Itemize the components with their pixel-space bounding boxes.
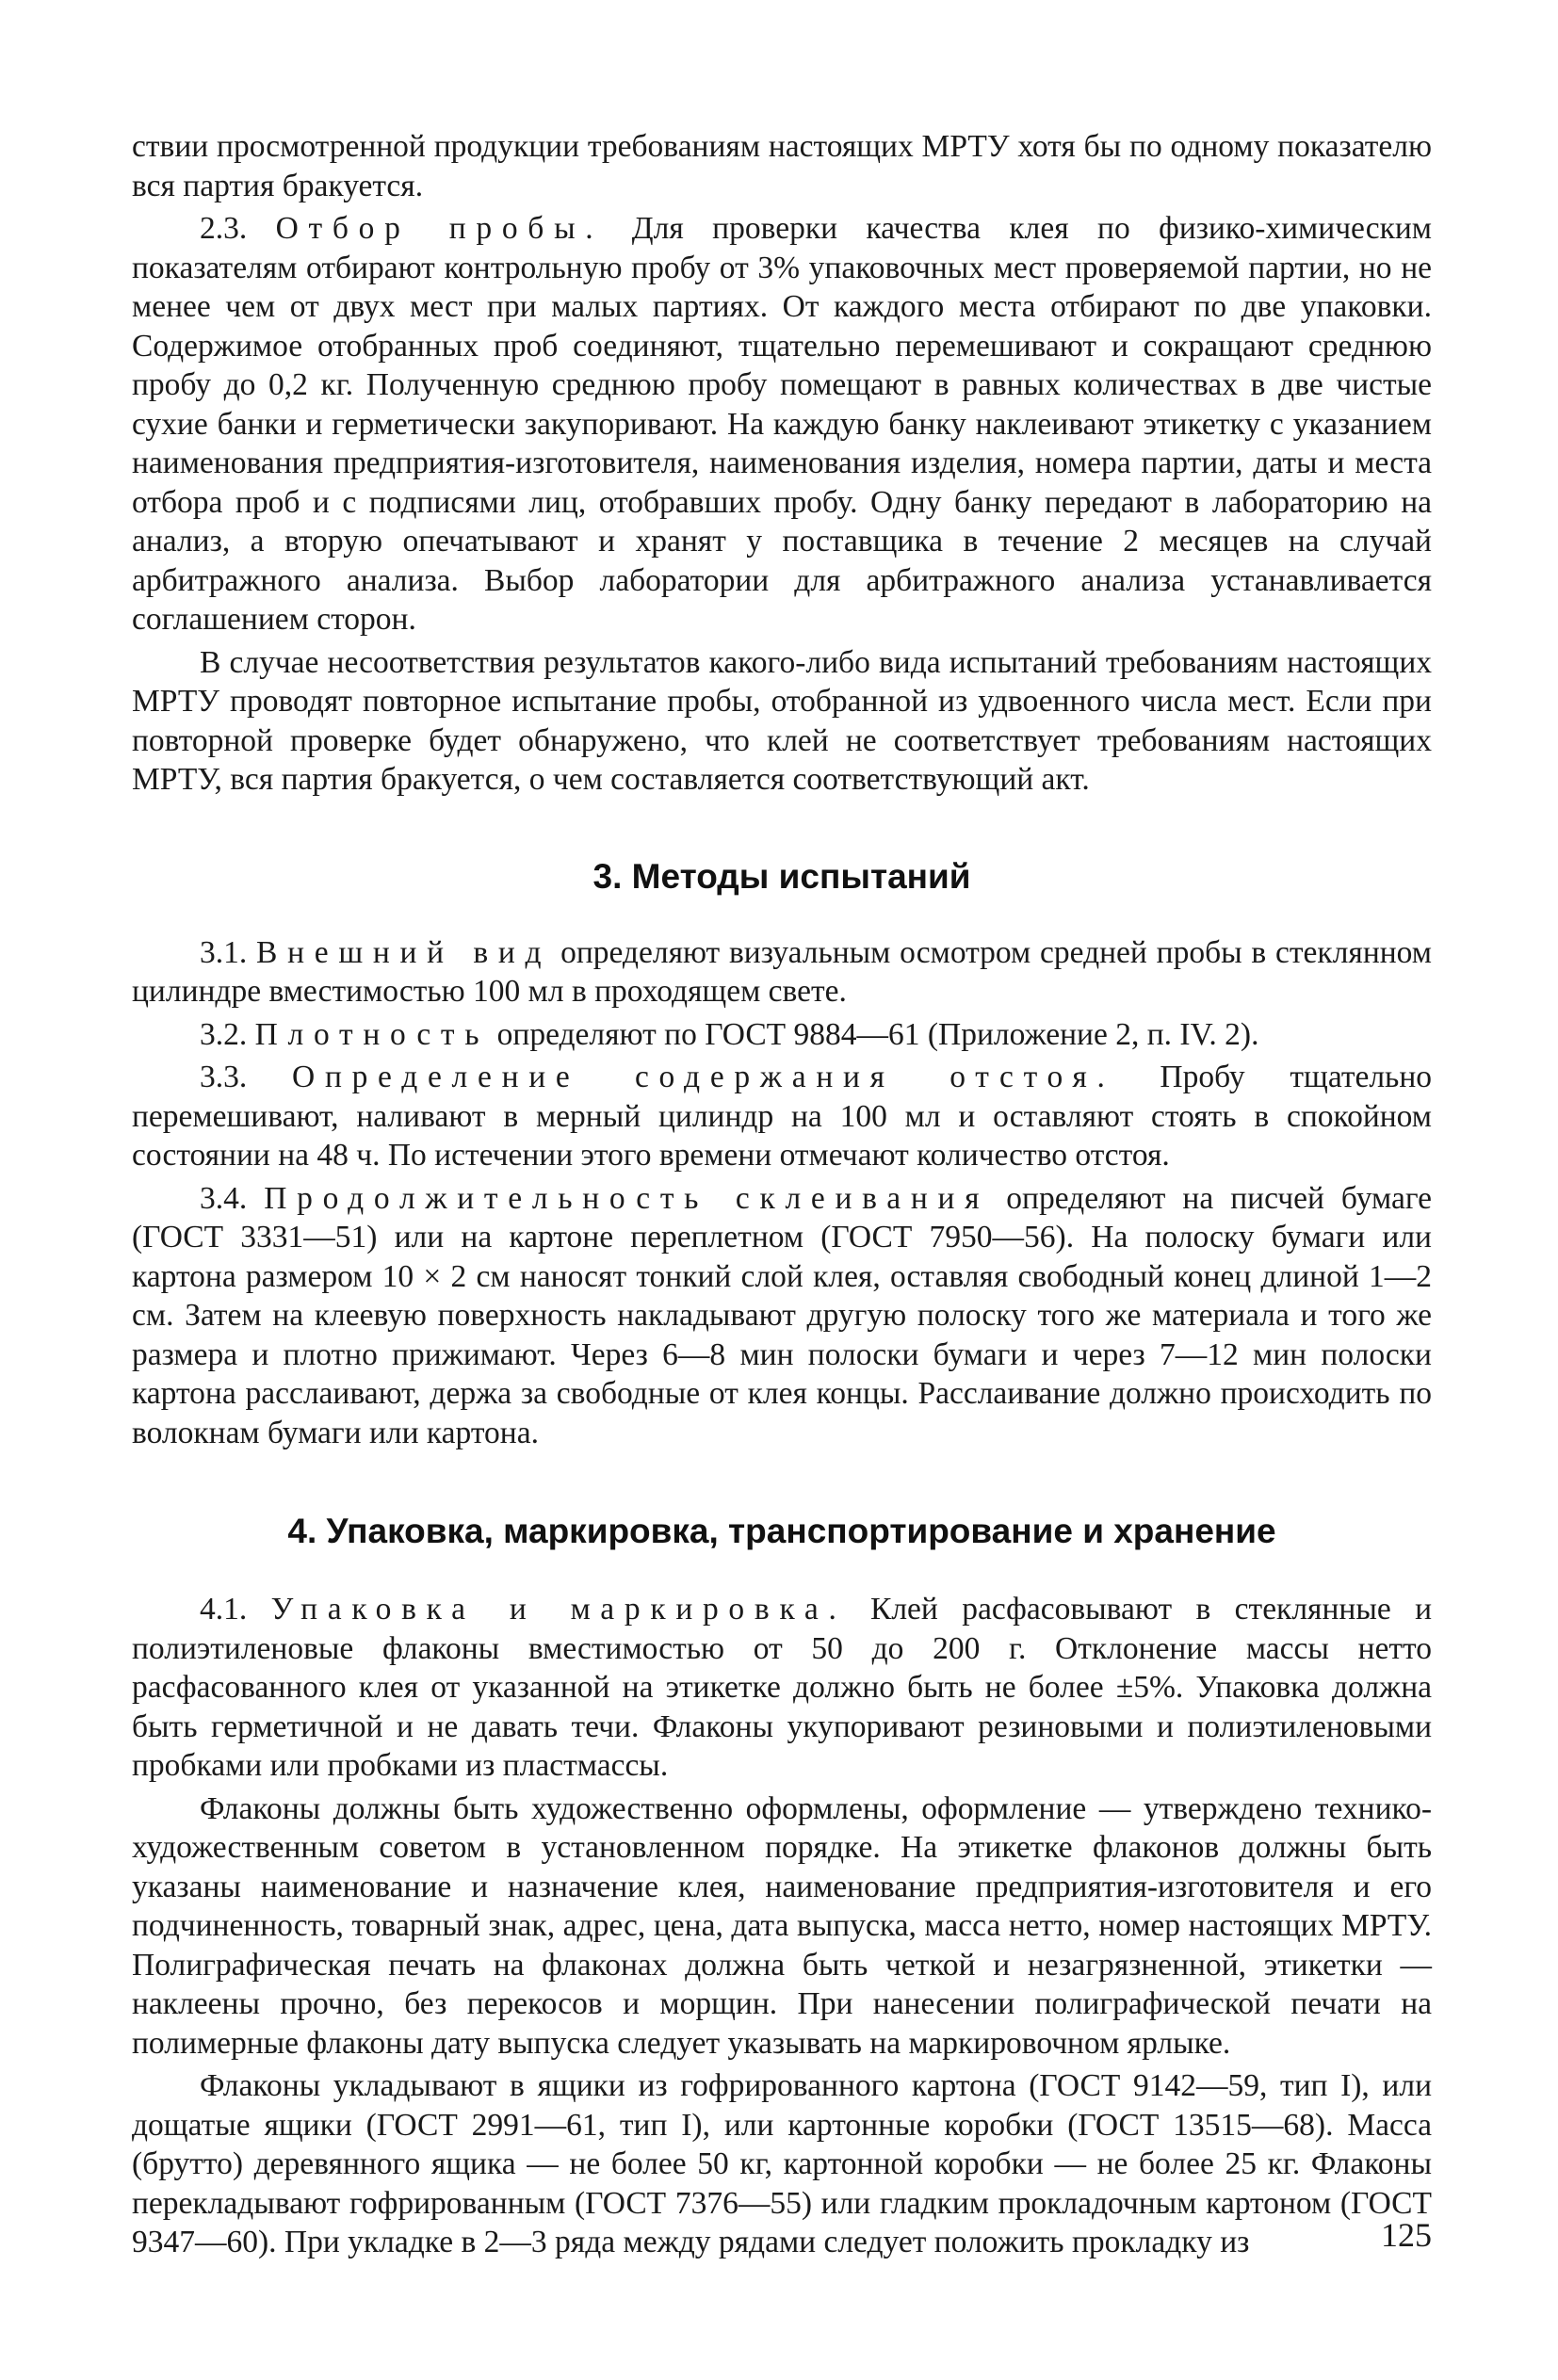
clause-text: определяют на писчей бумаге (ГОСТ 3331—51) или на картоне переплетном (ГОСТ 7950—56). На полоску бумаги или картона размером 10 × 2 см наносят тонкий слой клея, оставляя свободный конец длиной 1—2 см. Затем на клеевую поверхность накладывают другую полоску того же материала и того же размера и плотно прижимают. Через 6—8 мин полоски бумаги и через 7—12 мин полоски картона расслаивают, держа за свободные от клея концы. Расслаивание должно происходить по волокнам бумаги или картона. xyxy=(132,1180,1433,1450)
clause-heading: Внешний вид xyxy=(256,934,552,970)
section-4-heading-block xyxy=(132,1511,1432,1552)
clause-number: 3.1. xyxy=(200,934,248,970)
clause-heading: Определение содержания отстоя. xyxy=(292,1060,1115,1094)
clause-number: 4.1. xyxy=(200,1592,248,1627)
clause-text: определяют визуальным осмотром средней пробы в стеклянном цилиндре вместимостью 100 мл в проходящем свете. xyxy=(132,934,1432,1009)
clause-text: определяют по ГОСТ 9884—61 (Приложение 2, п. IV. 2). xyxy=(496,1016,1259,1052)
paragraph-bottle-design: Флаконы должны быть художественно оформлены, оформление — утверждено технико-художественным советом в установленном порядке. На этикетке флаконов должны быть указаны наименование и назначение клея, наименование предприятия-изготовителя и его подчиненность, товарный знак, адрес, цена, дата выпуска, масса нетто, номер настоящих МРТУ. Полиграфическая печать на флаконах должна быть четкой и незагрязненной, этикетки — наклеены прочно, без перекосов и морщин. При нанесении полиграфической печати на полимерные флаконы дату выпуска следует указывать на маркировочном ярлыке. xyxy=(132,1790,1432,2061)
clause-text: Клей расфасовывают в стеклянные и полиэтиленовые флаконы вместимостью от 50 до 200 г. Отклонение массы нетто расфасованного клея от указанной на этикетке должно быть не более ±5%. Упаковка должна быть герметичной и не давать течи. Флаконы укупоривают резиновыми и полиэтиленовыми пробками или пробками из пластмассы. xyxy=(132,1592,1432,1783)
paragraph-continuation: ствии просмотренной продукции требованиям настоящих МРТУ хотя бы по одному показателю вся партия бракуется. xyxy=(132,129,1432,203)
clause-text: Для проверки качества клея по физико-химическим показателям отбирают контрольную пробу от 3% упаковочных мест проверяемой партии, но не менее чем от двух мест при малых партиях. От каждого места отбирают по две упаковки. Содержимое отобранных проб соединяют, тщательно перемешивают и сокращают среднюю пробу до 0,2 кг. Полученную среднюю пробу помещают в равных количествах в две чистые сухие банки и герметически закупоривают. На каждую банку наклеивают этикетку с указанием наименования предприятия-изготовителя, наименования изделия, номера партии, даты и места отбора проб и с подписями лиц, отобравших пробу. Одну банку передают в лабораторию на анализ, а вторую опечатывают и хранят у поставщика в течение 2 месяцев на случай арбитражного анализа. Выбор лаборатории для арбитражного анализа устанавливается соглашением сторон. xyxy=(132,211,1433,637)
section-heading: 3. Методы испытаний xyxy=(592,856,971,896)
clause-number: 2.3. xyxy=(200,211,248,246)
paragraph-3-3 xyxy=(132,1058,1432,1175)
paragraph-3-1 xyxy=(132,933,1432,1012)
paragraph-3-2 xyxy=(132,1015,1432,1055)
clause-heading: Плотность xyxy=(254,1016,490,1052)
section-heading: 4. Упаковка, маркировка, транспортирование и хранение xyxy=(287,1512,1276,1550)
section-3-heading-block xyxy=(132,856,1432,898)
paragraph-repeat-test: В случае несоответствия результатов какого-либо вида испытаний требованиям настоящих МРТУ проводят повторное испытание пробы, отобранной из удвоенного числа мест. Если при повторной проверке будет обнаружено, что клей не соответствует требованиям настоящих МРТУ, вся партия бракуется, о чем составляется соответствующий акт. xyxy=(132,644,1432,797)
paragraph-2-3 xyxy=(132,209,1432,640)
clause-heading: Продолжительность склеивания xyxy=(264,1180,990,1216)
clause-number: 3.2. xyxy=(200,1016,248,1052)
clause-number: 3.4. xyxy=(200,1180,248,1216)
clause-number: 3.3. xyxy=(200,1060,248,1094)
clause-heading: Отбор пробы. xyxy=(275,211,604,246)
clause-heading: Упаковка и маркировка. xyxy=(270,1592,847,1627)
paragraph-4-1 xyxy=(132,1590,1432,1786)
clause-text: Пробу тщательно перемешивают, наливают в мерный цилиндр на 100 мл и оставляют стоять в спокойном состоянии на 48 ч. По истечении этого времени отмечают количество отстоя. xyxy=(132,1060,1433,1173)
page-number: 125 xyxy=(1381,2216,1432,2254)
paragraph-3-4 xyxy=(132,1179,1432,1453)
paragraph-packing-boxes: Флаконы укладывают в ящики из гофрированного картона (ГОСТ 9142—59, тип I), или дощатые ящики (ГОСТ 2991—61, тип I), или картонные коробки (ГОСТ 13515—68). Масса (брутто) деревянного ящика — не более 50 кг, картонной коробки — не более 25 кг. Флаконы перекладывают гофрированным (ГОСТ 7376—55) или гладким прокладочным картоном (ГОСТ 9347—60). При укладке в 2—3 ряда между рядами следует положить прокладку из xyxy=(132,2068,1432,2259)
document-page xyxy=(132,127,1432,2262)
